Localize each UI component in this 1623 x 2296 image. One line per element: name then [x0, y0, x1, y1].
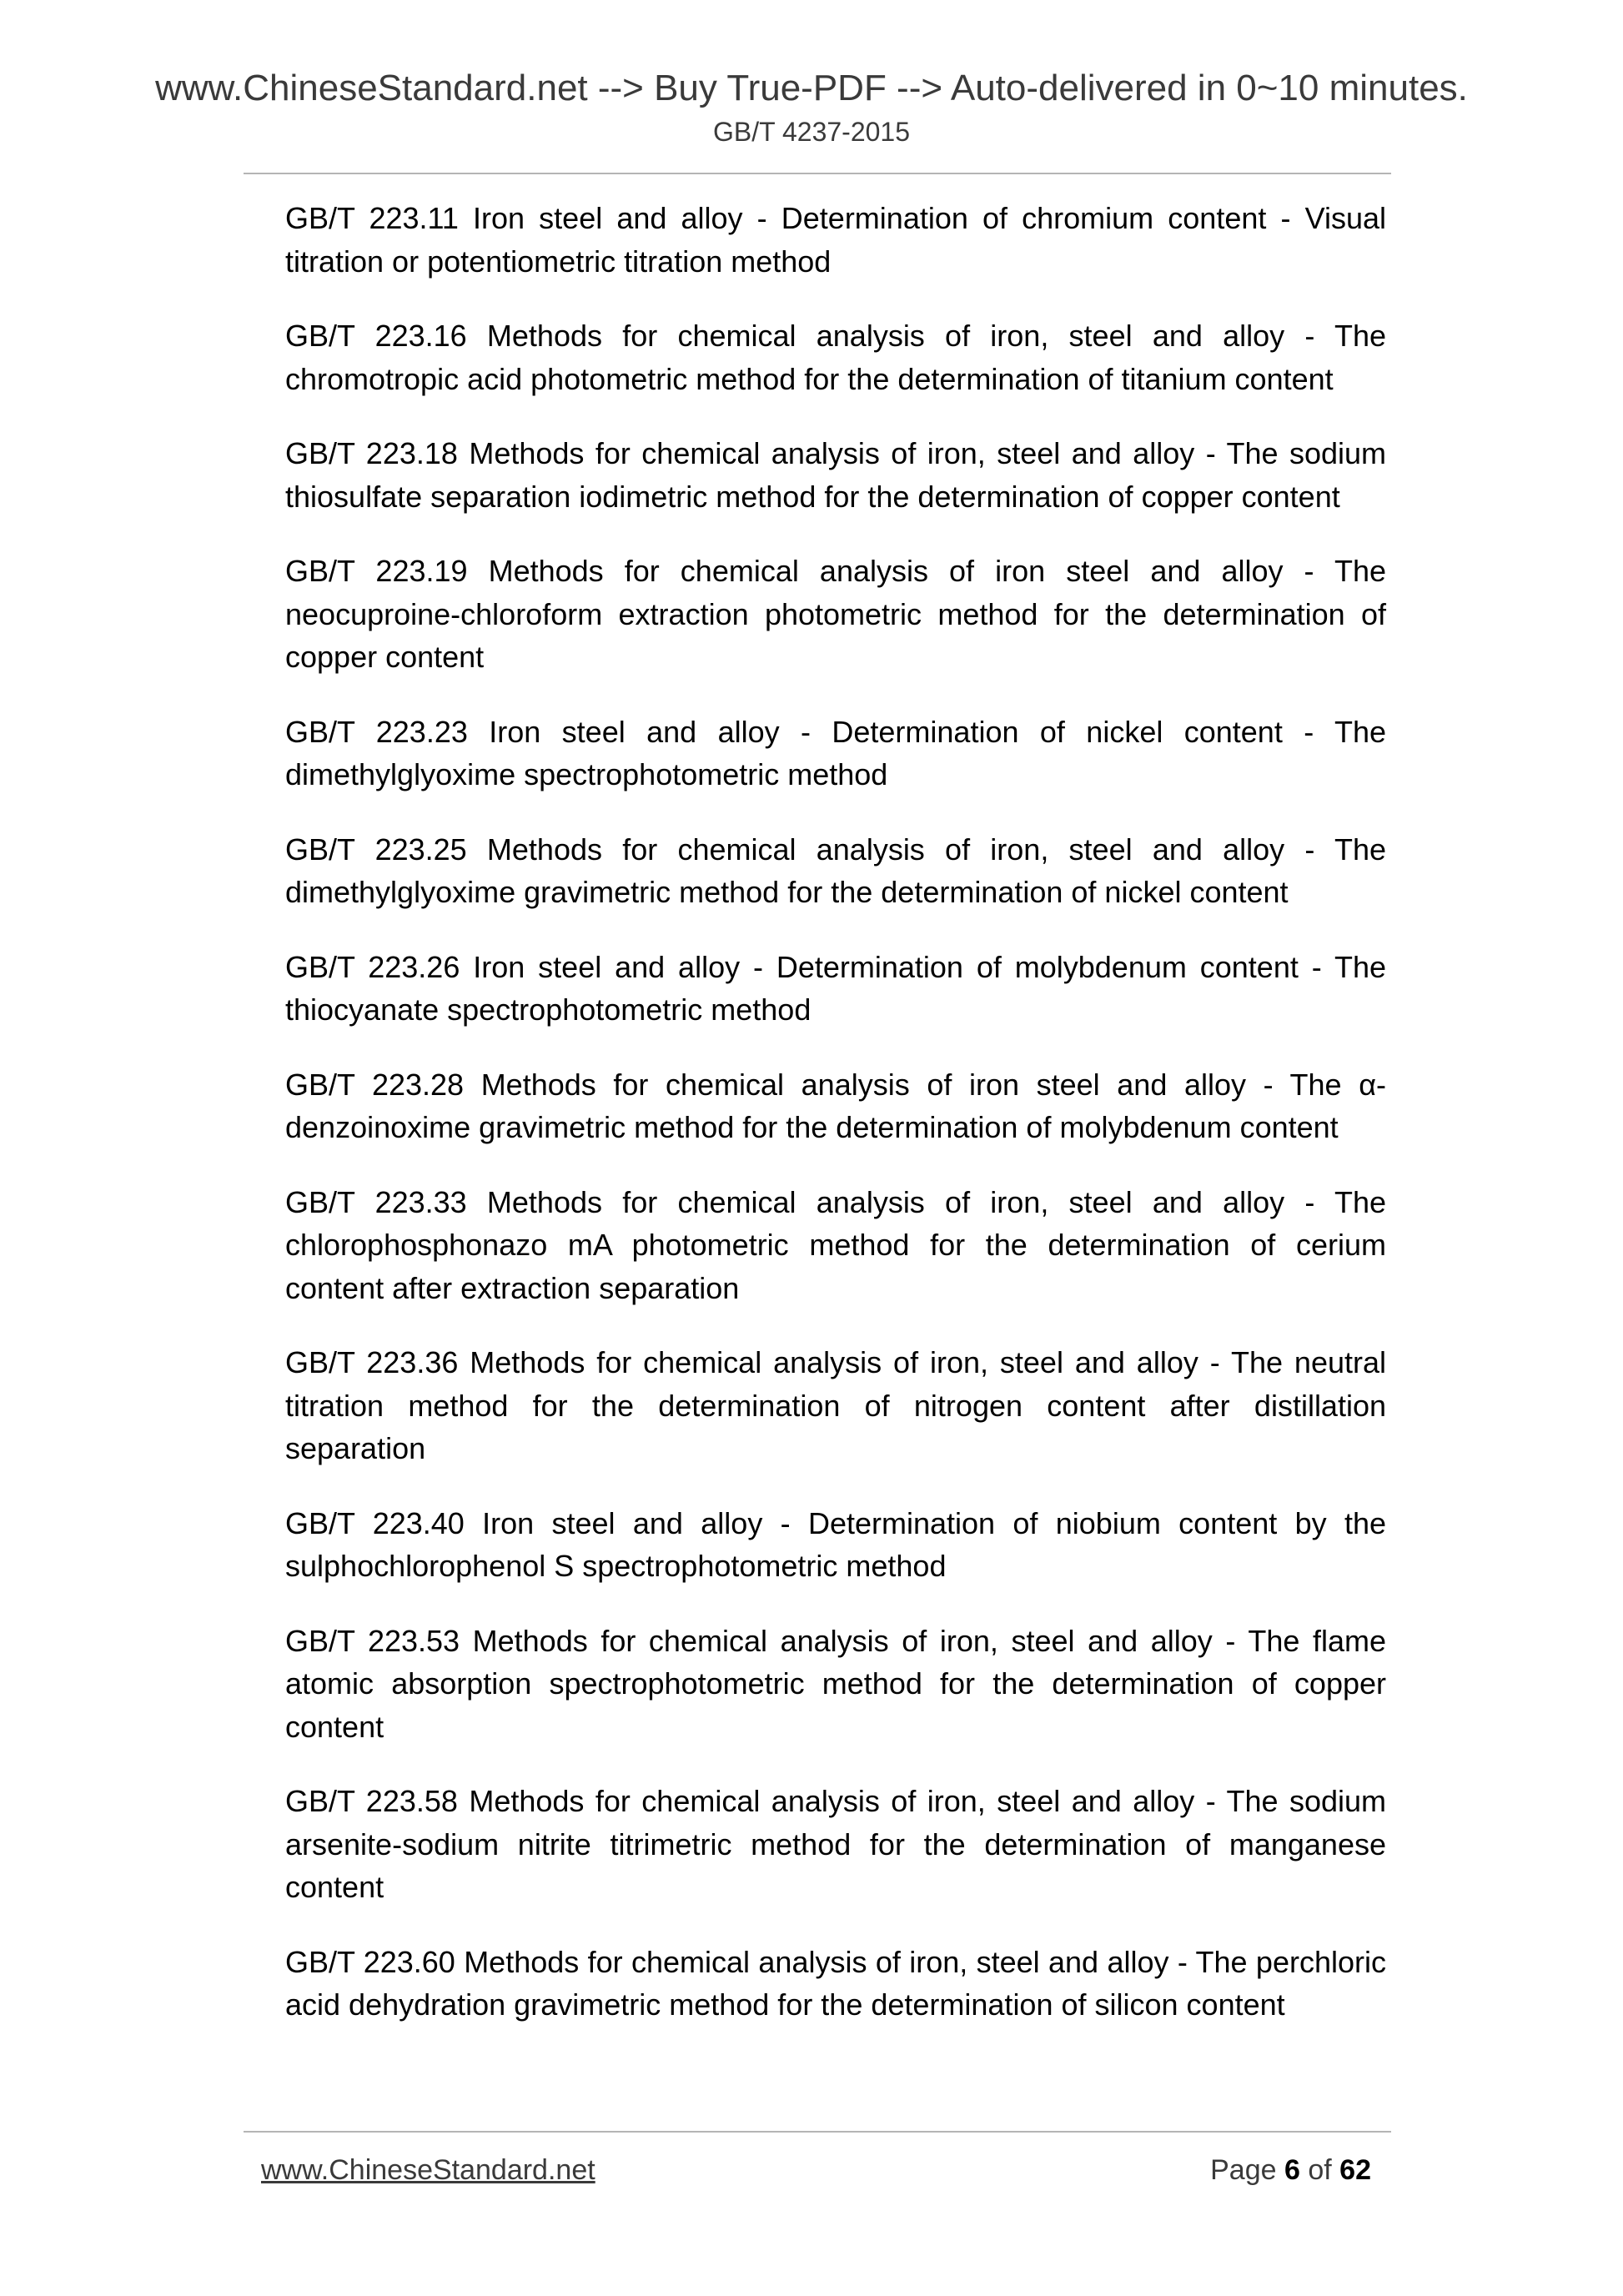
header-banner: www.ChineseStandard.net --> Buy True-PDF --> Auto-delivered in 0~10 minutes.	[155, 68, 1468, 108]
document-code: GB/T 4237-2015	[712, 117, 910, 147]
reference-list	[285, 197, 1386, 2058]
reference-item: GB/T 223.53 Methods for chemical analysis of iron, steel and alloy - The flame atomic absorption spectrophotometric method for the determination of copper content	[285, 1623, 1386, 1744]
reference-item: GB/T 223.18 Methods for chemical analysis of iron, steel and alloy - The sodium thiosulfate separation iodimetric method for the determination of copper content	[285, 436, 1386, 514]
reference-item: GB/T 223.36 Methods for chemical analysis of iron, steel and alloy - The neutral titration method for the determination of nitrogen content after distillation separation	[285, 1345, 1386, 1465]
reference-item: GB/T 223.60 Methods for chemical analysis of iron, steel and alloy - The perchloric acid dehydration gravimetric method for the determination of silicon content	[285, 1944, 1386, 2022]
reference-item: GB/T 223.40 Iron steel and alloy - Determination of niobium content by the sulphochlorophenol S spectrophotometric method	[285, 1505, 1386, 1583]
reference-item: GB/T 223.19 Methods for chemical analysis of iron steel and alloy - The neocuproine-chloroform extraction photometric method for the determination of copper content	[285, 554, 1386, 674]
reference-item: GB/T 223.11 Iron steel and alloy - Determination of chromium content - Visual titration or potentiometric titration method	[285, 201, 1386, 279]
reference-item: GB/T 223.33 Methods for chemical analysis of iron, steel and alloy - The chlorophosphonazo mA photometric method for the determination of cerium content after extraction separation	[285, 1184, 1386, 1305]
reference-item: GB/T 223.26 Iron steel and alloy - Determination of molybdenum content - The thiocyanate spectrophotometric method	[285, 949, 1386, 1027]
footer-website-link[interactable]: www.ChineseStandard.net	[261, 2154, 595, 2186]
reference-item: GB/T 223.16 Methods for chemical analysis of iron, steel and alloy - The chromotropic acid photometric method for the determination of titanium content	[285, 319, 1386, 396]
reference-item: GB/T 223.28 Methods for chemical analysis of iron steel and alloy - The α-denzoinoxime gravimetric method for the determination of molybdenum content	[285, 1067, 1386, 1144]
reference-item: GB/T 223.58 Methods for chemical analysis of iron, steel and alloy - The sodium arsenite-sodium nitrite titrimetric method for the determination of manganese content	[285, 1784, 1386, 1904]
reference-item: GB/T 223.23 Iron steel and alloy - Determination of nickel content - The dimethylglyoxime spectrophotometric method	[285, 714, 1386, 791]
page-current: 6	[1284, 2154, 1300, 2186]
header-divider	[244, 173, 1391, 174]
page-of: of	[1308, 2154, 1332, 2186]
reference-item: GB/T 223.25 Methods for chemical analysis of iron, steel and alloy - The dimethylglyoxime gravimetric method for the determination of nickel content	[285, 831, 1386, 909]
footer-divider	[244, 2131, 1391, 2133]
page-number	[1210, 2152, 1371, 2188]
page-total: 62	[1339, 2154, 1371, 2186]
page-prefix: Page	[1210, 2154, 1277, 2186]
